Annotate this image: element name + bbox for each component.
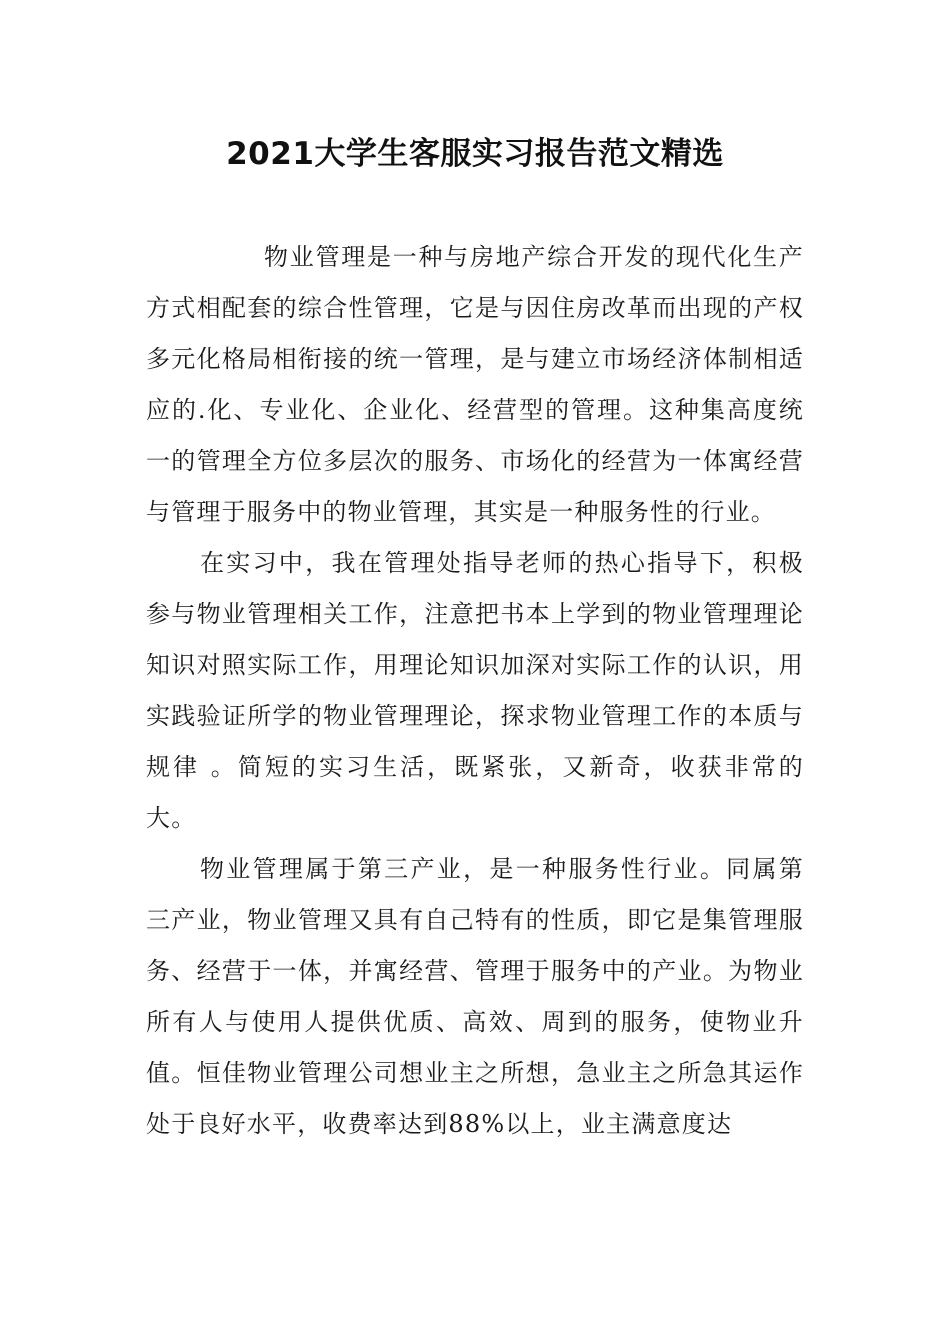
paragraph-1: 物业管理是一种与房地产综合开发的现代化生产方式相配套的综合性管理，它是与因住房改革而出现的产权多元化格局相衔接的统一管理，是与建立市场经济体制相适应的.化、专业化、企业化、经营型的管理。这种集高度统一的管理全方位多层次的服务、市场化的经营为一体寓经营与管理于服务中的物业管理，其实是一种服务性的行业。 [146, 243, 804, 526]
paragraph-2: 在实习中，我在管理处指导老师的热心指导下，积极参与物业管理相关工作，注意把书本上学到的物业管理理论 知识对照实际工作，用理论知识加深对实际工作的认识，用实践验证所学的物业管理理论，探求物业管理工作的本质与规律 。简短的实习生活，既紧张，又新奇，收获非常的大。 [146, 549, 804, 832]
document-body [146, 232, 804, 1150]
paragraph-3: 物业管理属于第三产业，是一种服务性行业。同属第三产业，物业管理又具有自己特有的性质，即它是集管理服务、经营于一体，并寓经营、管理于服务中的产业。为物业所有人与使用人提供优质、高效、周到的服务，使物业升值。恒佳物业管理公司想业主之所想，急业主之所急其运作处于良好水平，收费率达到88%以上，业主满意度达 [146, 855, 804, 1138]
document-title: 2021大学生客服实习报告范文精选 [226, 136, 724, 172]
